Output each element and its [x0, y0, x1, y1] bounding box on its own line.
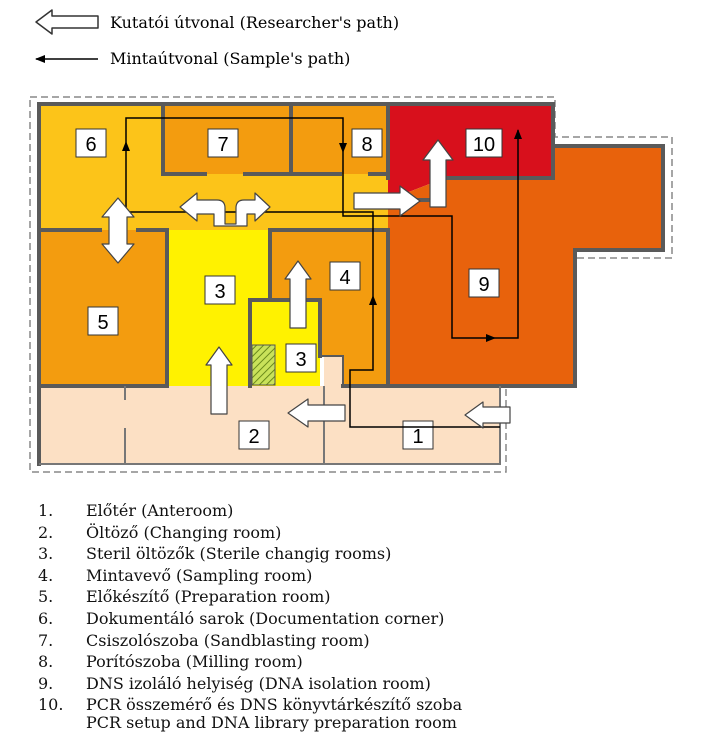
- key-text: Porítószoba (Milling room): [86, 652, 303, 672]
- svg-text:8: 8: [361, 134, 373, 156]
- key-item: [38, 565, 462, 587]
- key-number: 9.: [38, 673, 54, 693]
- key-text: Előkészítő (Preparation room): [86, 587, 331, 607]
- room-label-4: [330, 262, 360, 290]
- svg-text:1: 1: [412, 426, 424, 448]
- room-label-10: [466, 129, 502, 157]
- key-text: DNS izoláló helyiség (DNA isolation room): [86, 673, 431, 693]
- svg-text:2: 2: [248, 426, 260, 448]
- key-text: Öltöző (Changing room): [86, 522, 282, 542]
- room-key-list: [38, 500, 462, 716]
- room-label-1: [403, 421, 433, 449]
- room-label-9: [469, 269, 499, 297]
- svg-text:3: 3: [295, 349, 307, 371]
- key-item: [38, 586, 462, 608]
- key-item: [38, 543, 462, 565]
- key-text: Mintavevő (Sampling room): [86, 565, 313, 585]
- key-number: 5.: [38, 587, 54, 607]
- room-label-7: [208, 129, 238, 157]
- svg-text:4: 4: [339, 267, 351, 289]
- room-6-documentation: [39, 104, 163, 230]
- room-label-8: [352, 129, 382, 157]
- key-item: [38, 651, 462, 673]
- researcher-path-legend-label: Kutatói útvonal (Researcher's path): [110, 13, 400, 32]
- legend: [36, 10, 399, 68]
- room-label-5: [88, 307, 118, 335]
- svg-text:10: 10: [472, 134, 496, 156]
- svg-text:9: 9: [478, 274, 490, 296]
- key-number: 8.: [38, 652, 54, 672]
- key-number: 10.: [38, 695, 64, 715]
- key-text: Csiszolószoba (Sandblasting room): [86, 630, 370, 650]
- svg-text:6: 6: [85, 134, 97, 156]
- svg-text:3: 3: [214, 281, 226, 303]
- key-text: Steril öltözők (Sterile changig rooms): [86, 544, 392, 564]
- key-number: 2.: [38, 522, 54, 542]
- svg-text:5: 5: [97, 312, 109, 334]
- key-number: 7.: [38, 630, 54, 650]
- key-number: 1.: [38, 501, 54, 520]
- svg-text:7: 7: [217, 134, 229, 156]
- sterile-hatched-area: [252, 345, 275, 385]
- key-number: 4.: [38, 565, 54, 585]
- researcher-path-legend-icon: [36, 10, 98, 34]
- key-item-10-translation: PCR setup and DNA library preparation room: [86, 713, 457, 732]
- room-label-3-large: [205, 276, 235, 304]
- room-label-6: [76, 129, 106, 157]
- room-label-2: [239, 421, 269, 449]
- key-text: Dokumentáló sarok (Documentation corner): [86, 608, 445, 628]
- key-item: [38, 522, 462, 544]
- key-item: [38, 500, 462, 522]
- key-text: Előtér (Anteroom): [86, 501, 234, 520]
- room-label-3-small: [286, 344, 316, 372]
- key-number: 6.: [38, 608, 54, 628]
- room-2-changing: [39, 386, 324, 464]
- key-number: 3.: [38, 544, 54, 564]
- key-item: [38, 630, 462, 652]
- key-text: PCR összemérő és DNS könyvtárkészítő szoba: [86, 695, 463, 715]
- key-item: [38, 673, 462, 695]
- key-item: [38, 608, 462, 630]
- sample-path-legend-label: Mintaútvonal (Sample's path): [110, 49, 351, 68]
